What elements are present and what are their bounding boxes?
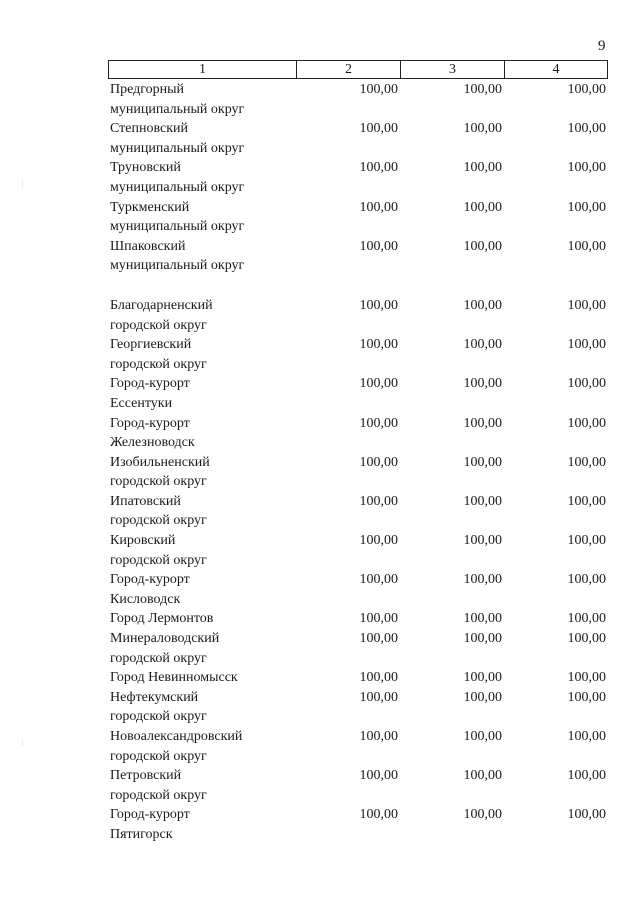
row-name: Город-курорт Кисловодск <box>110 572 190 607</box>
header-col-4: 4 <box>552 62 560 77</box>
table-row <box>0 453 639 492</box>
row-value-col-4: 100,00 <box>567 631 606 647</box>
row-value-col-3: 100,00 <box>463 454 502 470</box>
row-name: Город Лермонтов <box>110 611 214 627</box>
row-name: Ипатовский городской округ <box>110 493 207 529</box>
table-row <box>0 492 639 531</box>
row-value-col-2: 100,00 <box>359 160 398 176</box>
row-value-col-3: 100,00 <box>463 121 502 137</box>
row-value-col-3: 100,00 <box>463 631 502 647</box>
row-name: Туркменский муниципальный округ <box>110 199 245 235</box>
row-value-col-2: 100,00 <box>359 631 398 647</box>
row-value-col-3: 100,00 <box>463 670 502 686</box>
table-row <box>0 237 639 276</box>
row-value-col-4: 100,00 <box>567 807 606 823</box>
table-row <box>0 688 639 727</box>
row-name: Предгорный муниципальный округ <box>110 82 245 117</box>
row-name: Город-курорт Пятигорск <box>110 807 190 842</box>
row-value-col-3: 100,00 <box>463 415 502 431</box>
row-value-col-2: 100,00 <box>359 493 398 509</box>
row-name: Труновский муниципальный округ <box>110 160 245 195</box>
header-col-1: 1 <box>109 61 297 78</box>
scan-mark <box>22 180 23 188</box>
row-value-col-3: 100,00 <box>463 689 502 705</box>
row-value-col-4: 100,00 <box>567 199 606 215</box>
row-value-col-3: 100,00 <box>463 493 502 509</box>
table-body <box>0 80 639 845</box>
row-name: Благодарненский городской округ <box>110 297 213 333</box>
row-value-col-3: 100,00 <box>463 768 502 784</box>
row-value-col-4: 100,00 <box>567 729 606 744</box>
row-value-col-4: 100,00 <box>567 82 606 97</box>
row-name: Кировский городской округ <box>110 533 207 568</box>
row-value-col-4: 100,00 <box>567 768 606 784</box>
row-value-col-4: 100,00 <box>567 454 606 470</box>
row-name: Степновский муниципальный округ <box>110 121 245 156</box>
row-value-col-2: 100,00 <box>359 572 398 588</box>
row-name: Город Невинномысск <box>110 670 238 686</box>
header-col-3: 3 <box>401 61 505 78</box>
row-value-col-4: 100,00 <box>567 160 606 176</box>
table-row <box>0 119 639 158</box>
row-value-col-4: 100,00 <box>567 121 606 137</box>
row-value-col-4: 100,00 <box>567 238 606 254</box>
row-value-col-2: 100,00 <box>359 297 398 313</box>
row-value-col-2: 100,00 <box>359 768 398 784</box>
row-value-col-2: 100,00 <box>359 689 398 705</box>
row-name: Георгиевский городской округ <box>110 337 207 372</box>
row-value-col-4: 100,00 <box>567 611 606 627</box>
row-value-col-2: 100,00 <box>359 670 398 686</box>
table-row <box>0 414 639 453</box>
row-name: Нефтекумский городской округ <box>110 689 207 725</box>
row-value-col-3: 100,00 <box>463 807 502 823</box>
row-value-col-4: 100,00 <box>567 415 606 431</box>
table-row <box>0 198 639 237</box>
table-row <box>0 374 639 413</box>
row-value-col-2: 100,00 <box>359 533 398 549</box>
row-name: Изобильненский городской округ <box>110 454 210 490</box>
page-number: 9 <box>598 38 606 54</box>
row-value-col-3: 100,00 <box>463 611 502 627</box>
row-value-col-4: 100,00 <box>567 670 606 686</box>
table-row <box>0 80 639 119</box>
row-value-col-3: 100,00 <box>463 572 502 588</box>
table-row <box>0 766 639 805</box>
row-value-col-2: 100,00 <box>359 415 398 431</box>
row-value-col-3: 100,00 <box>463 199 502 215</box>
row-name: Новоалександровский городской округ <box>110 729 243 764</box>
row-value-col-4: 100,00 <box>567 337 606 353</box>
header-col-2: 2 <box>297 61 401 78</box>
table-row <box>0 335 639 374</box>
row-value-col-3: 100,00 <box>463 238 502 254</box>
row-value-col-2: 100,00 <box>359 121 398 137</box>
row-value-col-3: 100,00 <box>463 160 502 176</box>
table-row <box>0 609 639 629</box>
row-value-col-2: 100,00 <box>359 82 398 97</box>
row-value-col-3: 100,00 <box>463 533 502 549</box>
table-row <box>0 570 639 609</box>
scan-mark <box>22 740 23 746</box>
table-header <box>108 60 608 79</box>
row-name: Шпаковский муниципальный округ <box>110 238 245 274</box>
row-name: Минераловодский городской округ <box>110 631 220 666</box>
row-name: Петровский городской округ <box>110 768 207 803</box>
row-value-col-2: 100,00 <box>359 337 398 353</box>
row-value-col-3: 100,00 <box>463 376 502 392</box>
row-value-col-2: 100,00 <box>359 807 398 823</box>
row-value-col-3: 100,00 <box>463 297 502 313</box>
row-value-col-3: 100,00 <box>463 82 502 97</box>
row-value-col-2: 100,00 <box>359 376 398 392</box>
row-value-col-2: 100,00 <box>359 199 398 215</box>
table-row <box>0 158 639 197</box>
table-row <box>0 531 639 570</box>
row-value-col-4: 100,00 <box>567 572 606 588</box>
table-row <box>0 727 639 766</box>
table-row <box>0 296 639 335</box>
row-value-col-3: 100,00 <box>463 337 502 353</box>
table-row <box>0 629 639 668</box>
row-value-col-2: 100,00 <box>359 729 398 744</box>
row-value-col-2: 100,00 <box>359 238 398 254</box>
row-value-col-4: 100,00 <box>567 376 606 392</box>
row-name: Город-курорт Железноводск <box>110 415 195 451</box>
row-value-col-3: 100,00 <box>463 729 502 744</box>
row-value-col-4: 100,00 <box>567 533 606 549</box>
row-value-col-4: 100,00 <box>567 297 606 313</box>
row-name: Город-курорт Ессентуки <box>110 376 190 411</box>
row-value-col-4: 100,00 <box>567 493 606 509</box>
row-value-col-2: 100,00 <box>359 454 398 470</box>
row-value-col-2: 100,00 <box>359 611 398 627</box>
table-row <box>0 805 639 844</box>
row-value-col-4: 100,00 <box>567 689 606 705</box>
table-row <box>0 668 639 688</box>
